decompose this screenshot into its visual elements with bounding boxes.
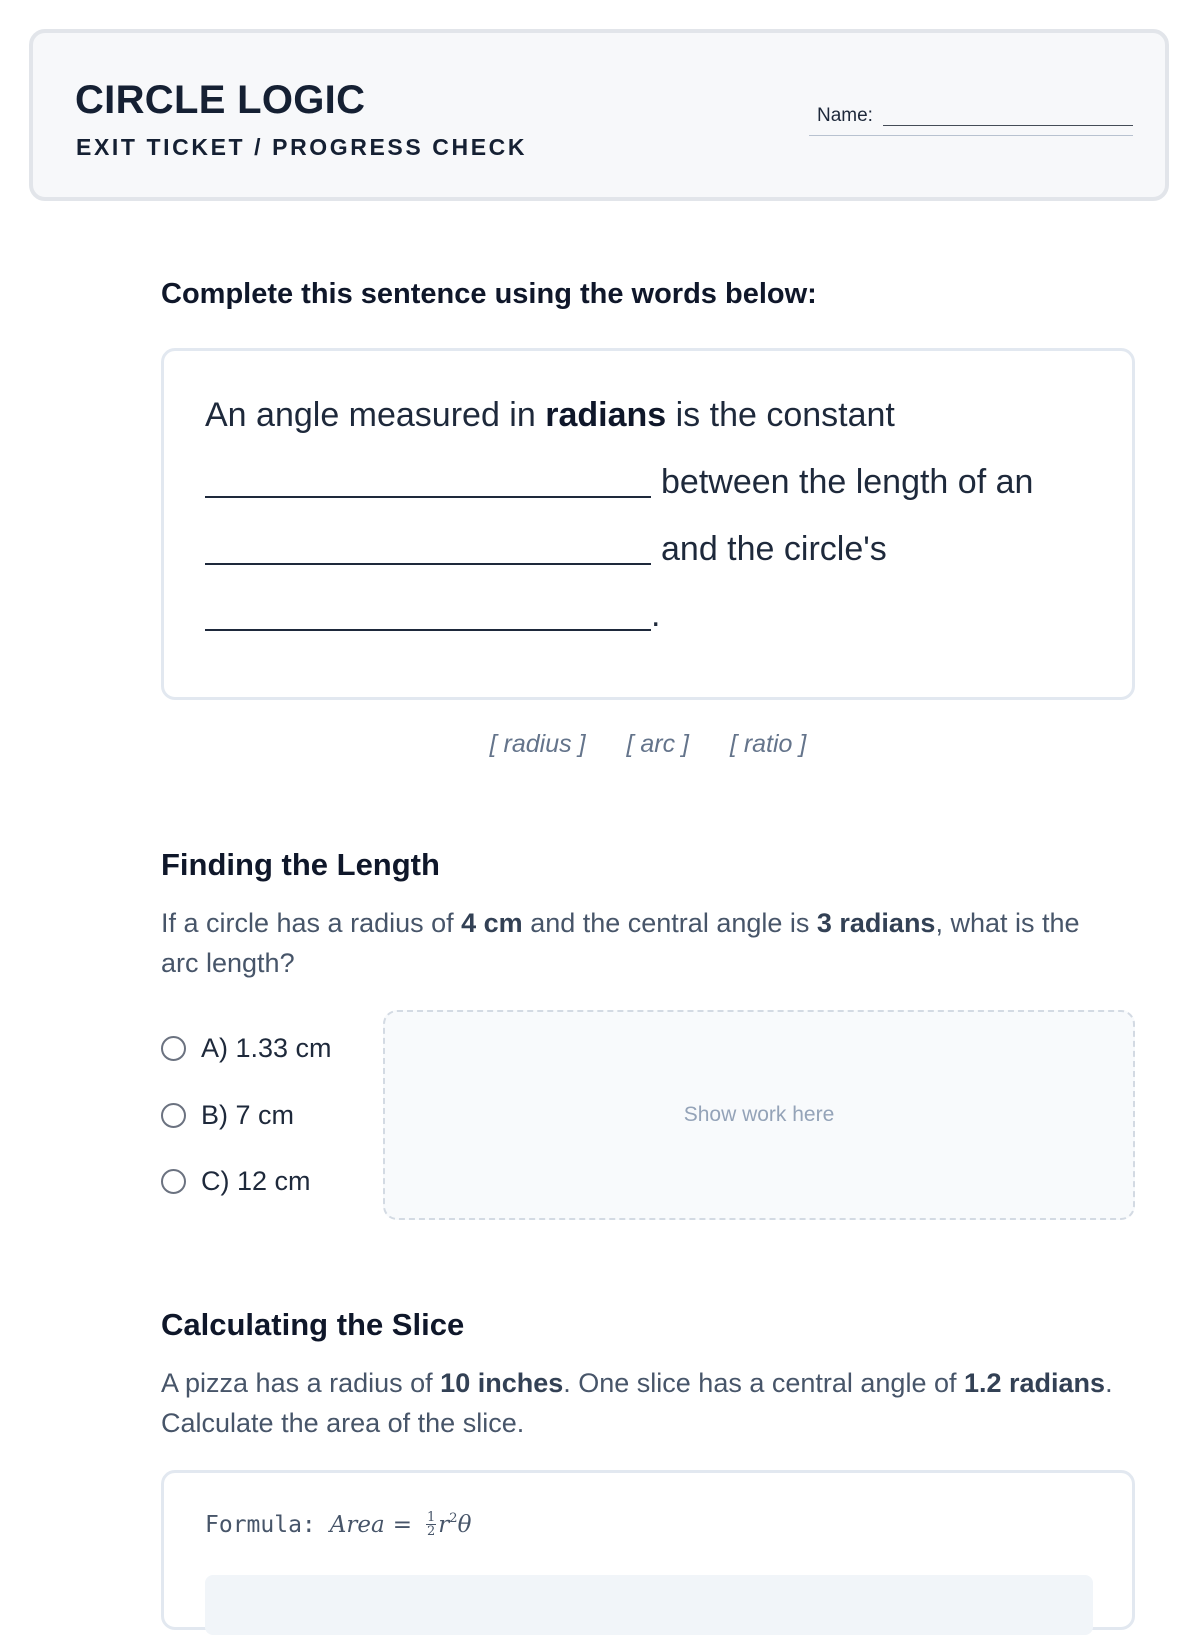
question-bold-value: 10 inches <box>440 1368 564 1398</box>
formula-r: r <box>438 1511 450 1538</box>
question-3-text <box>161 1363 1141 1443</box>
question-text: If a circle has a radius of <box>161 908 462 938</box>
sentence-text: An angle measured in <box>205 396 546 434</box>
question-text: , what is the arc length? <box>161 908 1080 978</box>
name-field-container <box>809 103 1133 136</box>
blank-2[interactable] <box>205 525 651 565</box>
fraction-denominator: 2 <box>427 1524 436 1539</box>
option-b[interactable] <box>161 1100 294 1130</box>
option-a[interactable] <box>161 1033 332 1063</box>
option-label: A) 1.33 cm <box>201 1032 332 1063</box>
blank-1[interactable] <box>205 458 651 498</box>
formula-box <box>161 1470 1135 1630</box>
question-bold-value: 3 radians <box>816 908 936 938</box>
word-bank <box>161 730 1135 759</box>
question-text: and the central angle is <box>522 908 817 938</box>
question-3-heading: Calculating the Slice <box>161 1307 465 1342</box>
question-text: A pizza has a radius of <box>161 1368 441 1398</box>
radio-button[interactable] <box>161 1103 186 1128</box>
option-c[interactable] <box>161 1166 311 1196</box>
radio-button[interactable] <box>161 1036 186 1061</box>
radio-button[interactable] <box>161 1169 186 1194</box>
question-text: . Calculate the area of the slice. <box>161 1368 1113 1438</box>
sentence-text: is the constant <box>666 396 895 434</box>
answer-area[interactable] <box>205 1575 1093 1635</box>
formula-fraction <box>426 1511 436 1538</box>
formula-theta: θ <box>457 1511 472 1538</box>
formula-equals: = <box>392 1511 412 1538</box>
word-bank-item: [ arc ] <box>626 730 689 758</box>
question-text: . One slice has a central angle of <box>563 1368 964 1398</box>
header-card <box>29 29 1169 201</box>
name-input-line[interactable] <box>883 125 1133 126</box>
word-bank-item: [ ratio ] <box>729 730 807 758</box>
question-bold-value: 1.2 radians <box>963 1368 1106 1398</box>
sentence-text: . <box>651 596 661 634</box>
sentence-line-3 <box>205 529 887 569</box>
option-label: C) 12 cm <box>201 1165 311 1196</box>
option-label: B) 7 cm <box>201 1099 295 1130</box>
sentence-text: between the length of an <box>661 463 1034 501</box>
show-work-area[interactable] <box>383 1010 1135 1220</box>
word-bank-item: [ radius ] <box>489 730 586 758</box>
question-bold-value: 4 cm <box>461 908 523 938</box>
sentence-line-1 <box>205 396 895 435</box>
blank-3[interactable] <box>205 591 651 631</box>
sentence-text: and the circle's <box>661 530 887 568</box>
fraction-numerator: 1 <box>427 1510 436 1525</box>
sentence-line-4 <box>205 595 660 635</box>
name-label: Name: <box>817 105 873 126</box>
formula-exponent: 2 <box>449 1511 458 1526</box>
question-2-heading: Finding the Length <box>161 847 440 882</box>
question-2-text <box>161 903 1121 983</box>
sentence-line-2 <box>205 462 1033 502</box>
formula <box>205 1511 471 1538</box>
page-title: CIRCLE LOGIC <box>75 78 366 122</box>
work-placeholder: Show work here <box>683 1103 835 1126</box>
sentence-bold-word: radians <box>545 396 667 434</box>
sentence-completion-box <box>161 348 1135 700</box>
formula-lhs: Area <box>329 1511 385 1538</box>
question-1-heading: Complete this sentence using the words below: <box>161 278 817 310</box>
formula-label: Formula: <box>205 1511 316 1538</box>
page-subtitle: EXIT TICKET / PROGRESS CHECK <box>76 134 528 160</box>
